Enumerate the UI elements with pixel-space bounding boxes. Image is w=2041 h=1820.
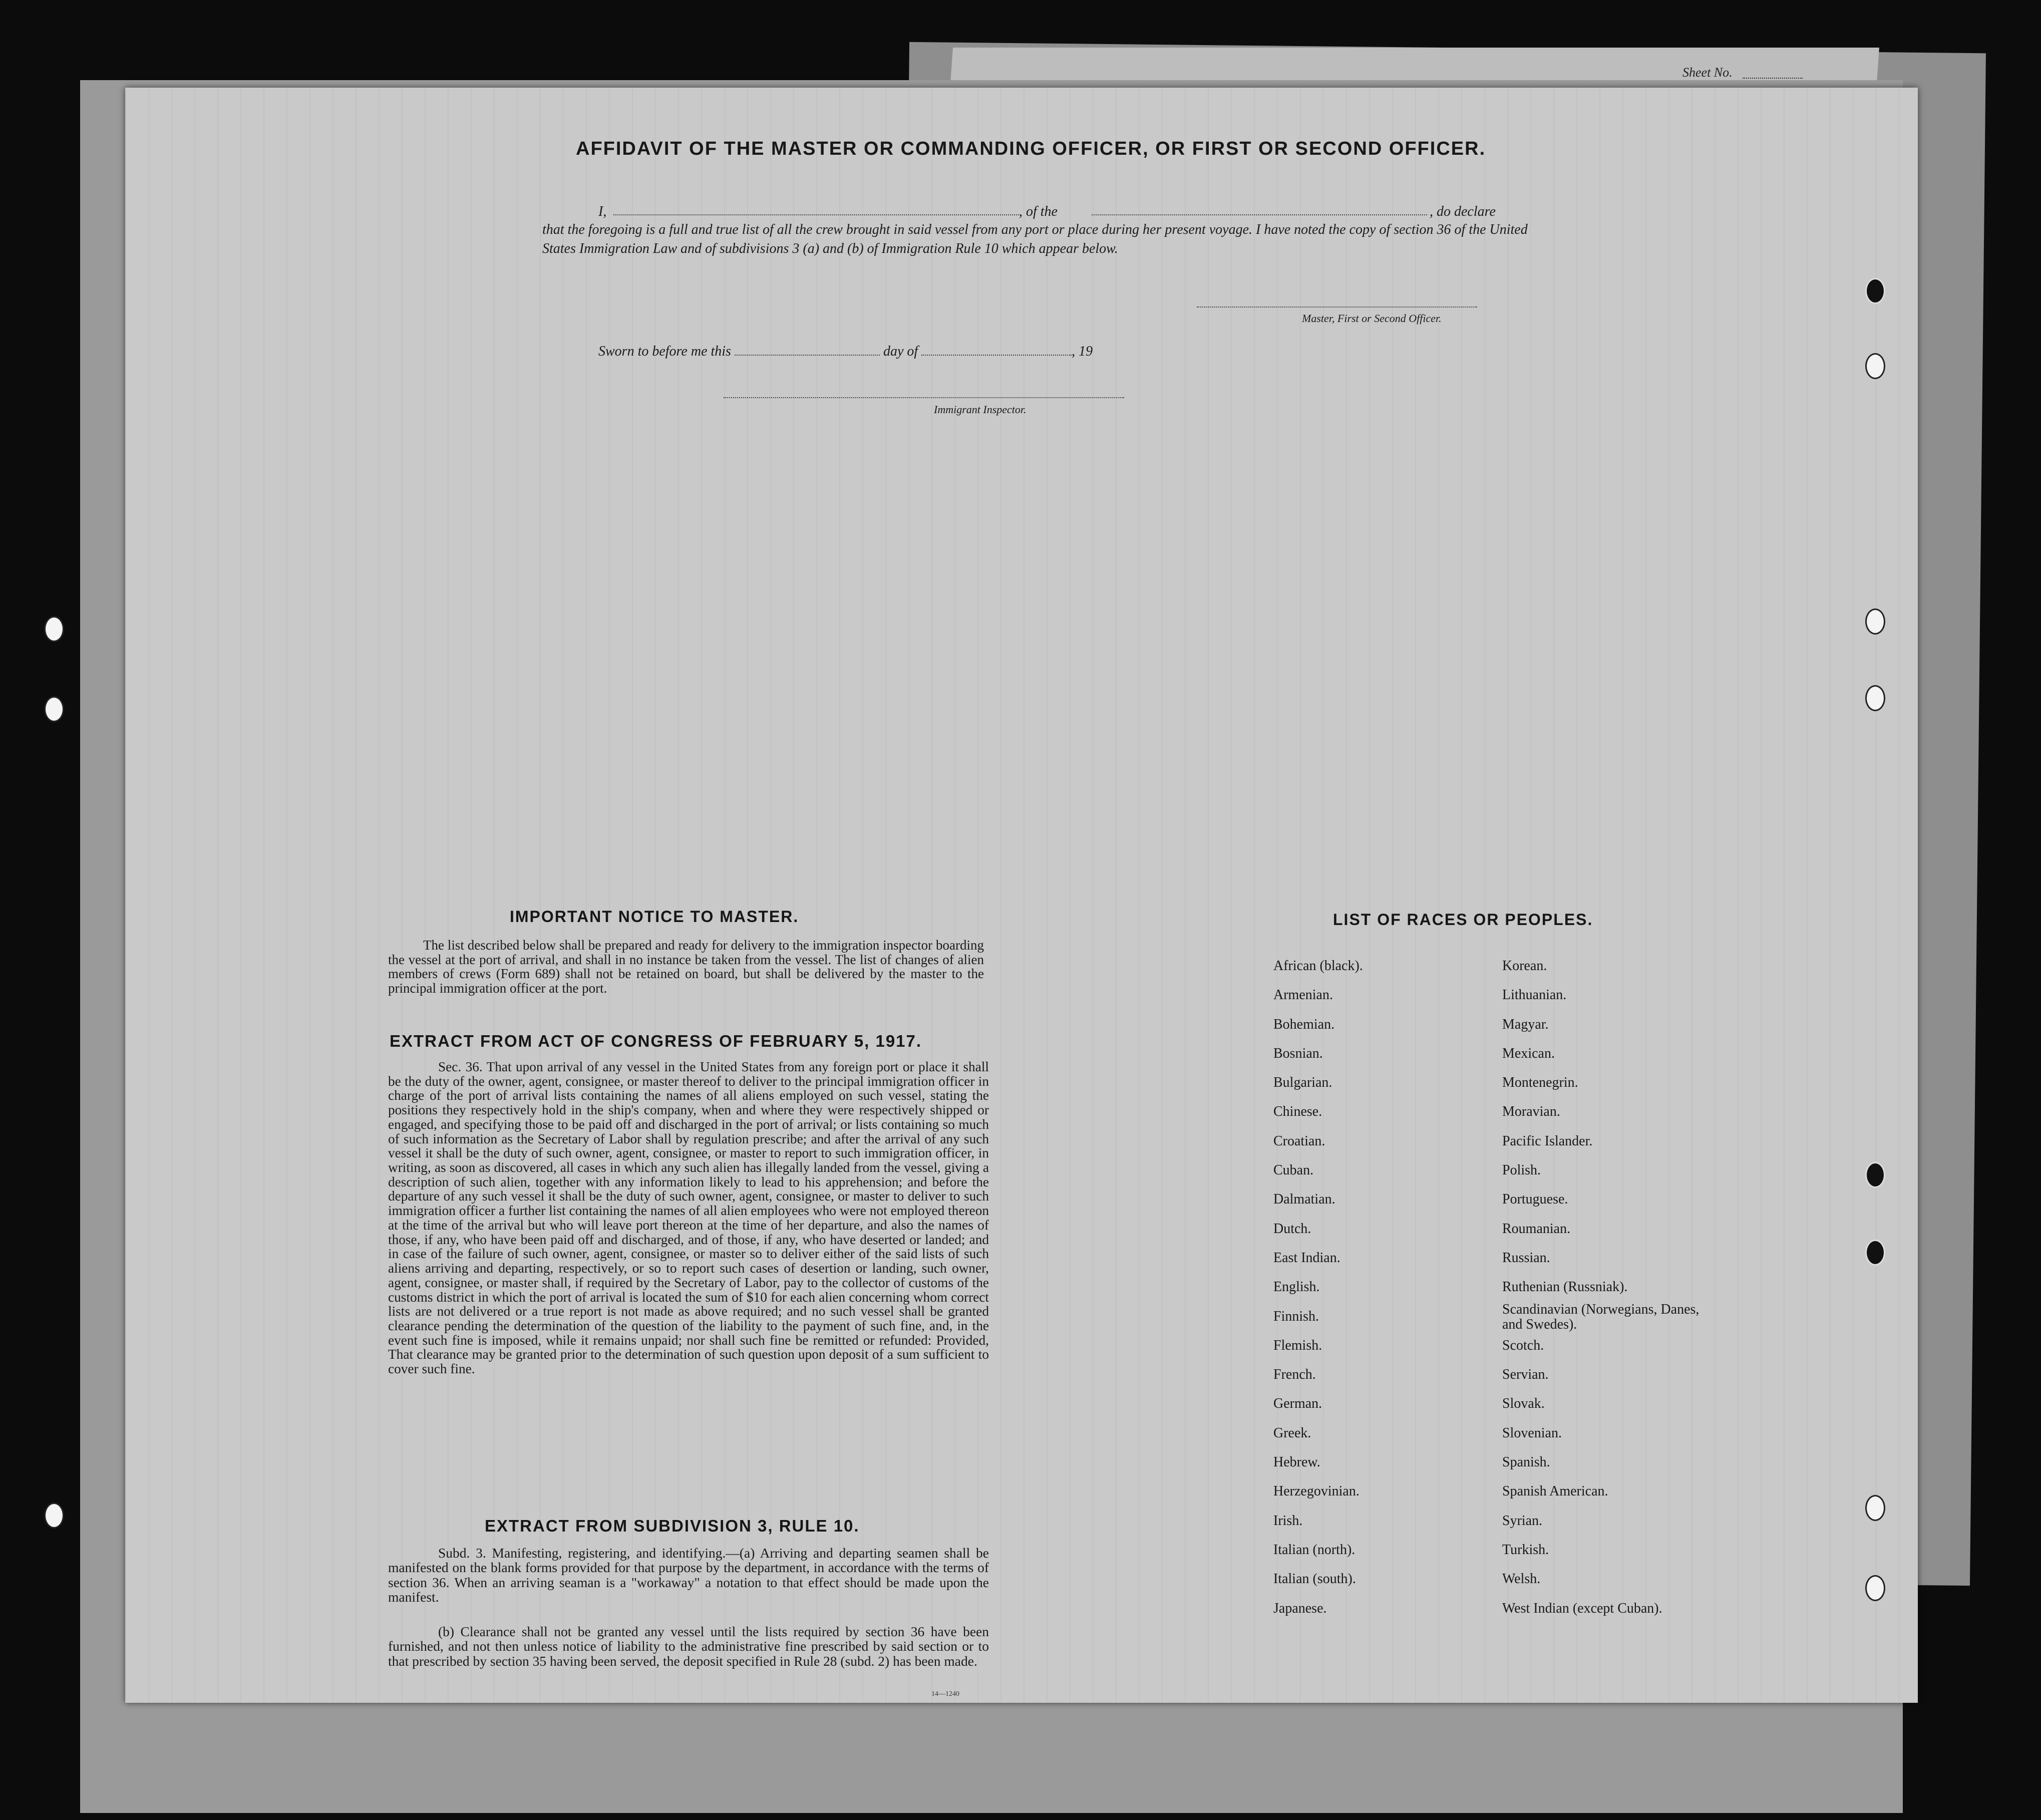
day-of-label: day of [883, 344, 918, 359]
binder-hole [1865, 353, 1885, 379]
race-item: Scotch. [1502, 1337, 1544, 1353]
race-item: Finnish. [1273, 1308, 1319, 1324]
race-item: Bulgarian. [1273, 1075, 1332, 1091]
notice-text: The list described below shall be prepared and ready for delivery to the immigration inspector boarding the vessel at the port of arrival, and shall in no instance be taken from the vessel. The list of changes of alien members of crews (Form 689) shall not be retained on board, but shall be delivered by the master to the principal immigration officer at the port. [388, 938, 984, 996]
binder-hole [44, 616, 64, 642]
race-item: Italian (south). [1273, 1571, 1356, 1587]
race-item: Greek. [1273, 1425, 1311, 1441]
race-item: Portuguese. [1502, 1191, 1568, 1207]
race-item: Croatian. [1273, 1133, 1325, 1149]
affidavit-title: AFFIDAVIT OF THE MASTER OR COMMANDING OFFICER, OR FIRST OR SECOND OFFICER. [576, 138, 1486, 159]
race-item: Italian (north). [1273, 1542, 1355, 1558]
race-item: Chinese. [1273, 1104, 1322, 1120]
binder-hole [1865, 1162, 1885, 1188]
race-item: Roumanian. [1502, 1221, 1571, 1237]
race-item: Servian. [1502, 1367, 1549, 1383]
race-item: Spanish American. [1502, 1483, 1608, 1499]
race-item: Polish. [1502, 1162, 1541, 1178]
race-item: Lithuanian. [1502, 987, 1567, 1003]
binder-hole [1865, 1240, 1885, 1266]
act-extract-text: Sec. 36. That upon arrival of any vessel in the United States from any foreign port or place it shall be the duty of the owner, agent, consignee, or master thereof to deliver to the principal immigration officer in charge of the port of arrival lists containing the names of all aliens employed on such vessel, stating the positions they respectively hold in the ship's company, when and where they were respectively shipped or engaged, and specifying those to be paid off and discharged in the port of arrival; or lists containing so much of such information as the Secretary of Labor shall by regulation prescribe; and after the arrival of any such vessel it shall be the duty of such owner, agent, consignee, or master to report to such immigration officer, in writing, as soon as discovered, all cases in which any such alien has illegally landed from the vessel, giving a description of such alien, together with any information likely to lead to his apprehension; and before the departure of any such vessel it shall be the duty of such owner, agent, consignee, or master to deliver to such immigration officer a further list containing the names of all alien employees who were not employed thereon at the time of the arrival but who will leave port thereon at the time of her departure, and also the names of those, if any, who have been paid off and discharged, and of those, if any, who have deserted or landed; and in case of the failure of such owner, agent, consignee, or master so to deliver either of the said lists of such aliens arriving and departing, respectively, or so to report such cases of desertion or landing, such owner, agent, consignee, or master shall, if required by the Secretary of Labor, pay to the collector of customs of the customs district in which the port of arrival is located the sum of $10 for each alien concerning whom correct lists are not delivered or a true report is not made as above required; and no such vessel shall be granted clearance pending the determination of the question of the liability to the payment of such fine, and, in the event such fine is imposed, while it remains unpaid; nor shall such fine be remitted or refunded: Provided, That clearance may be granted prior to the determination of such question upon deposit of a sum sufficient to cover such fine. [388, 1059, 989, 1377]
race-item: Korean. [1502, 958, 1547, 974]
sworn-label: Sworn to before me this [598, 344, 731, 359]
rule-extract-subd-b: (b) Clearance shall not be granted any vessel until the lists required by section 36 have been furnished, and not then unless notice of liability to the administrative fine prescribed by said section or to that prescribed by section 35 having been served, the deposit specified in Rule 28 (subd. 2) has been made. [388, 1624, 989, 1669]
race-item: Bohemian. [1273, 1016, 1335, 1032]
race-item: Syrian. [1502, 1512, 1543, 1529]
race-item: Dutch. [1273, 1221, 1311, 1237]
race-item: Scandinavian (Norwegians, Danes, and Swedes). [1502, 1301, 1699, 1332]
race-item: Slovak. [1502, 1396, 1545, 1412]
rule-extract-title: EXTRACT FROM SUBDIVISION 3, RULE 10. [485, 1516, 860, 1535]
binder-hole [1865, 1495, 1885, 1521]
vessel-name-field [1092, 214, 1427, 215]
race-item: East Indian. [1273, 1250, 1340, 1266]
binder-hole [1865, 278, 1885, 304]
race-item: Turkish. [1502, 1542, 1549, 1558]
races-right-column [1502, 952, 1723, 1623]
race-item: West Indian (except Cuban). [1502, 1600, 1662, 1616]
race-item: Herzegovinian. [1273, 1483, 1359, 1499]
notice-title: IMPORTANT NOTICE TO MASTER. [510, 907, 799, 926]
sheet-number-field [1743, 78, 1803, 79]
sworn-day-field [735, 355, 880, 356]
binder-hole [1865, 1575, 1885, 1601]
affidavit-i-label: I, [598, 204, 607, 219]
race-item: English. [1273, 1279, 1320, 1295]
sworn-month-field [921, 355, 1072, 356]
race-item: Montenegrin. [1502, 1075, 1578, 1091]
race-item: Russian. [1502, 1250, 1550, 1266]
affidavit-declaration: that the foregoing is a full and true list of all the crew brought in said vessel from any port or place during her present voyage. I have noted the copy of section 36 of the United States Immigration Law and of subdivisions 3 (a) and (b) of Immigration Rule 10 which appear below. [542, 222, 1528, 256]
rule-extract-subd-a: Subd. 3. Manifesting, registering, and identifying.—(a) Arriving and departing seamen shall be manifested on the blank forms provided for that purpose by the department, in accordance with the terms of section 36. When an arriving seaman is a "workaway" a notation to that effect should be made upon the manifest. [388, 1545, 989, 1605]
race-item: Dalmatian. [1273, 1191, 1335, 1207]
race-item: Magyar. [1502, 1016, 1549, 1032]
binder-hole [1865, 685, 1885, 711]
race-item: Mexican. [1502, 1045, 1555, 1061]
race-item: Japanese. [1273, 1600, 1327, 1616]
affidavit-of-the-label: , of the [1019, 204, 1058, 219]
race-item: Flemish. [1273, 1337, 1322, 1353]
race-item: Ruthenian (Russniak). [1502, 1279, 1628, 1295]
race-item: Welsh. [1502, 1571, 1541, 1587]
affidavit-do-declare-label: , do declare [1430, 204, 1496, 219]
race-item: Slovenian. [1502, 1425, 1562, 1441]
race-item: Armenian. [1273, 987, 1333, 1003]
master-signature-field [1197, 307, 1477, 308]
races-title: LIST OF RACES OR PEOPLES. [1333, 911, 1593, 929]
binder-hole [1865, 609, 1885, 635]
act-extract-title: EXTRACT FROM ACT OF CONGRESS OF FEBRUARY 5, 1917. [390, 1032, 922, 1050]
race-item: Spanish. [1502, 1454, 1550, 1470]
inspector-signature-label: Immigrant Inspector. [934, 403, 1027, 416]
race-item: German. [1273, 1396, 1322, 1412]
race-item: Bosnian. [1273, 1045, 1323, 1061]
race-item: Irish. [1273, 1512, 1303, 1529]
master-signature-label: Master, First or Second Officer. [1302, 312, 1442, 325]
year-label: , 19 [1072, 344, 1093, 359]
race-item: Hebrew. [1273, 1454, 1320, 1470]
inspector-signature-field [724, 397, 1124, 398]
race-item: African (black). [1273, 958, 1363, 974]
binder-hole [44, 1502, 64, 1529]
race-item: Cuban. [1273, 1162, 1314, 1178]
race-item: French. [1273, 1367, 1316, 1383]
race-item: Moravian. [1502, 1104, 1560, 1120]
race-item: Pacific Islander. [1502, 1133, 1593, 1149]
binder-hole [44, 696, 64, 722]
officer-name-field [613, 214, 1019, 215]
sworn-line [598, 344, 1093, 360]
races-left-column [1273, 952, 1363, 1623]
sheet-number-label: Sheet No. [1682, 65, 1733, 80]
form-number: 14—1240 [931, 1690, 959, 1698]
